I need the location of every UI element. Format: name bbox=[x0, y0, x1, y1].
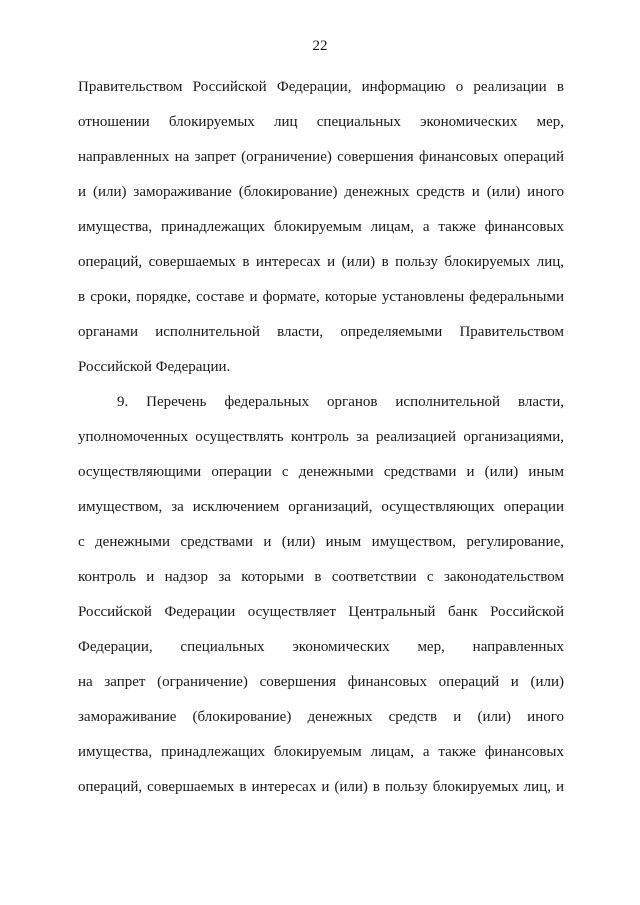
page-number: 22 bbox=[312, 38, 328, 54]
text-line: с денежными средствами и (или) иным имуществом, регулирование, bbox=[78, 534, 564, 550]
text-line: Правительством Российской Федерации, информацию о реализации в bbox=[78, 79, 564, 95]
text-line: 9. Перечень федеральных органов исполнительной власти, bbox=[117, 394, 564, 410]
text-line: и (или) замораживание (блокирование) денежных средств и (или) иного bbox=[78, 184, 564, 200]
text-line: направленных на запрет (ограничение) совершения финансовых операций bbox=[78, 149, 564, 165]
text-line: Российской Федерации осуществляет Центральный банк Российской bbox=[78, 604, 564, 620]
text-line: Российской Федерации. bbox=[78, 359, 231, 375]
text-line: имуществом, за исключением организаций, осуществляющих операции bbox=[78, 499, 564, 515]
text-line: замораживание (блокирование) денежных средств и (или) иного bbox=[78, 709, 564, 725]
text-line: операций, совершаемых в интересах и (или) в пользу блокируемых лиц, и bbox=[78, 779, 564, 795]
text-line: Федерации, специальных экономических мер, направленных bbox=[78, 639, 564, 655]
text-line: осуществляющими операции с денежными средствами и (или) иным bbox=[78, 464, 564, 480]
text-line: отношении блокируемых лиц специальных экономических мер, bbox=[78, 114, 564, 130]
text-line: контроль и надзор за которыми в соответствии с законодательством bbox=[78, 569, 564, 585]
text-line: имущества, принадлежащих блокируемым лицам, а также финансовых bbox=[78, 744, 564, 760]
text-line: органами исполнительной власти, определяемыми Правительством bbox=[78, 324, 564, 340]
text-line: на запрет (ограничение) совершения финансовых операций и (или) bbox=[78, 674, 564, 690]
text-line: имущества, принадлежащих блокируемым лицам, а также финансовых bbox=[78, 219, 564, 235]
text-line: в сроки, порядке, составе и формате, которые установлены федеральными bbox=[78, 289, 564, 305]
text-line: уполномоченных осуществлять контроль за реализацией организациями, bbox=[78, 429, 564, 445]
text-line: операций, совершаемых в интересах и (или) в пользу блокируемых лиц, bbox=[78, 254, 564, 270]
